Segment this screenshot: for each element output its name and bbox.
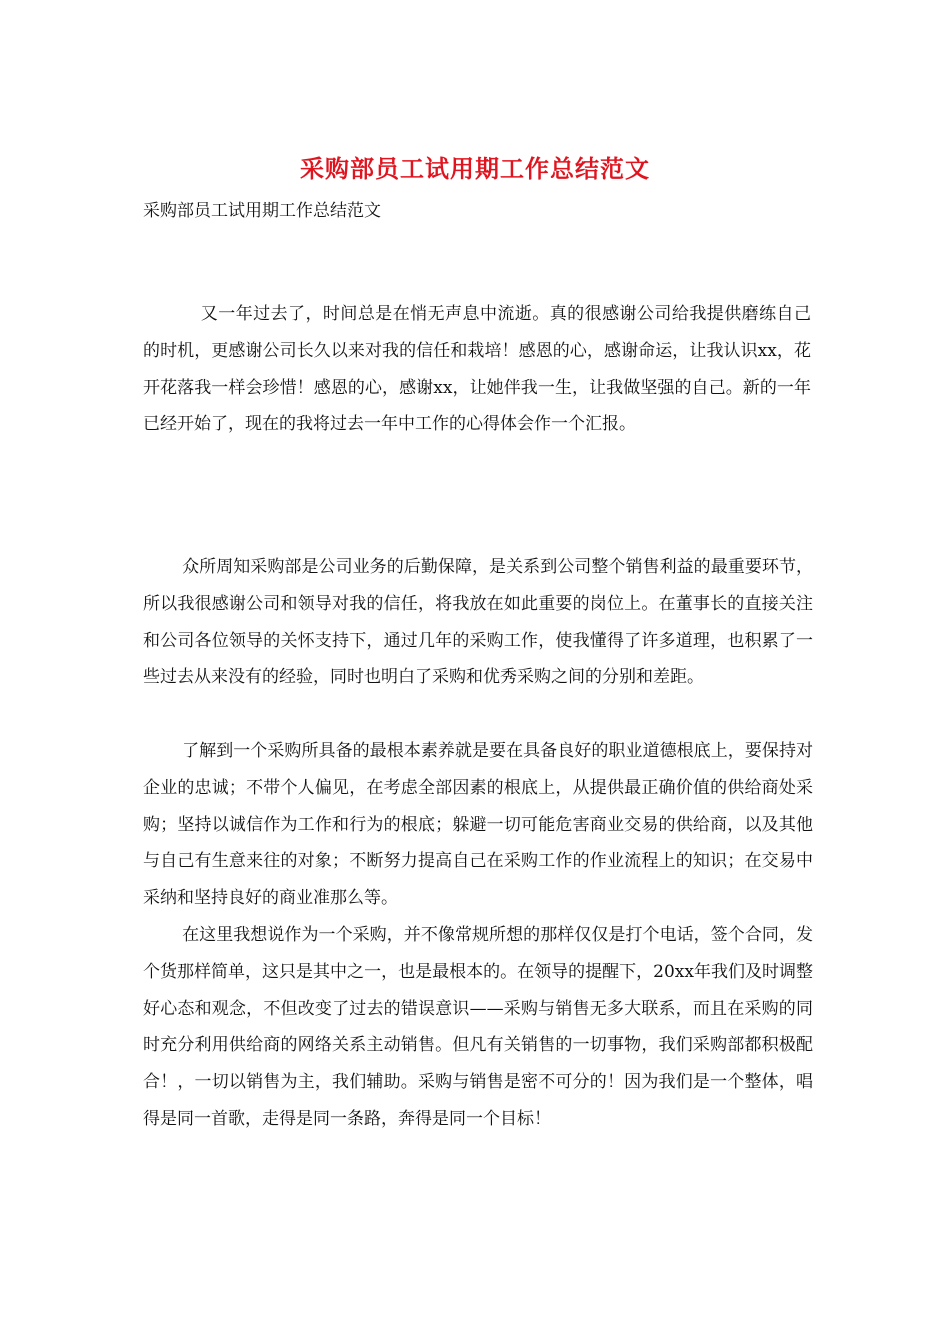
paragraph-procurement-role: 众所周知采购部是公司业务的后勤保障，是关系到公司整个销售利益的最重要环节，所以我很感谢公司和领导对我的信任，将我放在如此重要的岗位上。在董事长的直接关注和公司各位领导的关怀支持下，通过几年的采购工作，使我懂得了许多道理，也积累了一些过去从来没有的经验，同时也明白了采购和优秀采购之间的分别和差距。 [143, 557, 813, 688]
paragraph-intro: 又一年过去了，时间总是在悄无声息中流逝。真的很感谢公司给我提供磨练自己的时机，更感谢公司长久以来对我的信任和栽培！感恩的心，感谢命运，让我认识xx，花开花落我一样会珍惜！感恩的心，感谢xx，让她伴我一生，让我做坚强的自己。新的一年已经开始了，现在的我将过去一年中工作的心得体会作一个汇报。 [143, 304, 811, 435]
document-subtitle: 采购部员工试用期工作总结范文 [143, 201, 381, 221]
document-title: 采购部员工试用期工作总结范文 [300, 154, 650, 183]
paragraph-procurement-and-sales: 在这里我想说作为一个采购，并不像常规所想的那样仅仅是打个电话，签个合同，发个货那样简单，这只是其中之一，也是最根本的。在领导的提醒下，20xx年我们及时调整好心态和观念，不但改变了过去的错误意识——采购与销售无多大联系，而且在采购的同时充分利用供给商的网络关系主动销售。但凡有关销售的一切事物，我们采购部都积极配合！，一切以销售为主，我们辅助。采购与销售是密不可分的！因为我们是一个整体，唱得是同一首歌，走得是同一条路，奔得是同一个目标！ [143, 925, 813, 1129]
paragraph-procurement-ethics: 了解到一个采购所具备的最根本素养就是要在具备良好的职业道德根底上，要保持对企业的忠诚；不带个人偏见，在考虑全部因素的根底上，从提供最正确价值的供给商处采购；坚持以诚信作为工作和行为的根底；躲避一切可能危害商业交易的供给商，以及其他与自己有生意来往的对象；不断努力提高自己在采购工作的作业流程上的知识；在交易中采纳和坚持良好的商业准那么等。 [143, 741, 813, 909]
